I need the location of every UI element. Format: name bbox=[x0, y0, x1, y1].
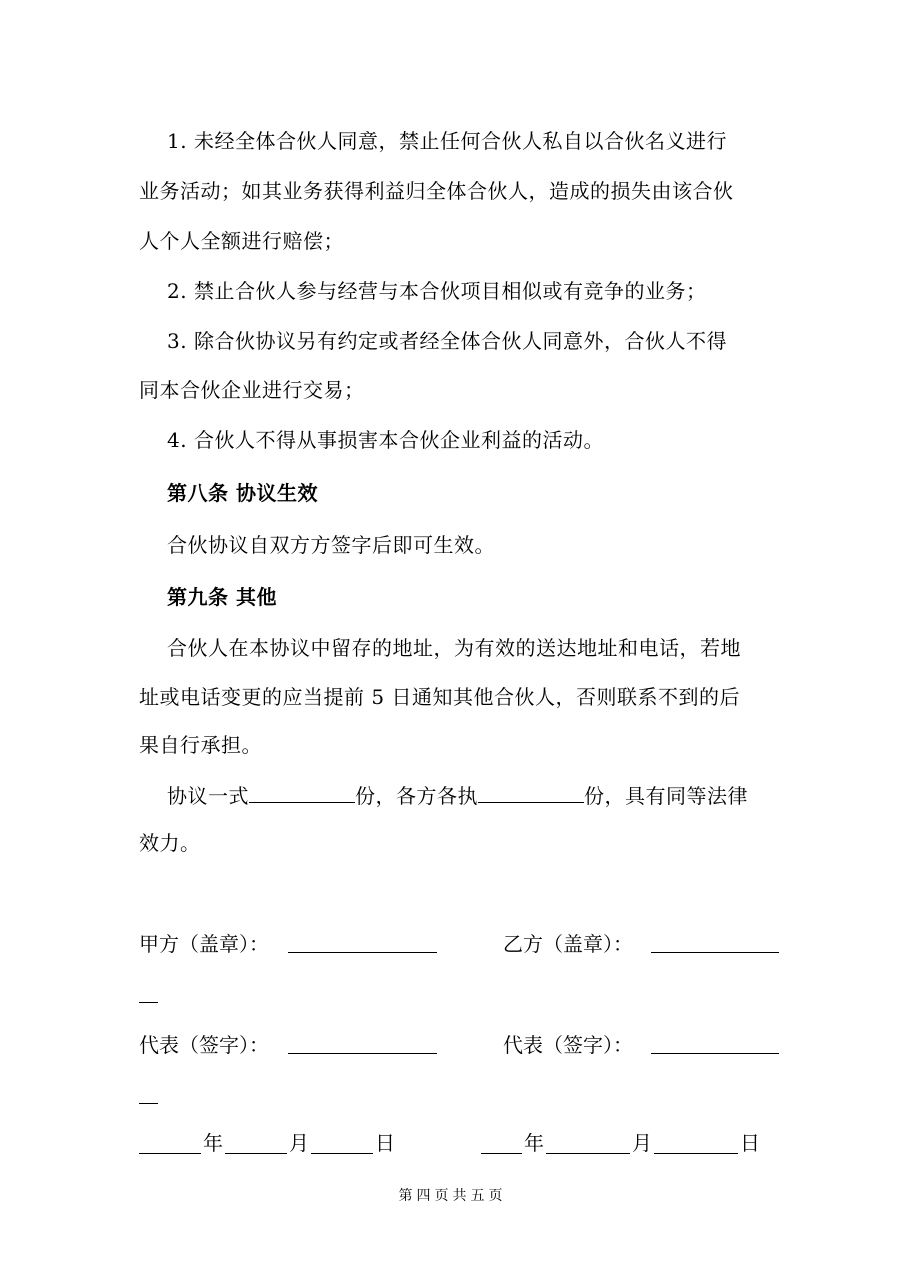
party-a-rep-label: 代表（签字）： bbox=[139, 1033, 269, 1057]
party-b-day-blank[interactable] bbox=[654, 1133, 738, 1154]
copies-prefix: 协议一式 bbox=[167, 784, 249, 808]
party-b-seal-blank-wrap bbox=[139, 982, 158, 1003]
party-a-month-label: 月 bbox=[289, 1131, 309, 1155]
party-b-month-blank[interactable] bbox=[546, 1133, 630, 1154]
copies-each-blank[interactable] bbox=[478, 782, 584, 803]
party-b-rep-label: 代表（签字）： bbox=[503, 1033, 633, 1057]
party-a-year-blank[interactable] bbox=[139, 1133, 201, 1154]
article-8-heading: 第八条 协议生效 bbox=[167, 481, 318, 505]
party-b-seal-blank[interactable] bbox=[651, 932, 779, 953]
page-footer: 第四页共五页 bbox=[398, 1188, 507, 1204]
clause-3-line-2: 同本合伙企业进行交易； bbox=[139, 378, 365, 402]
party-b-rep-blank-wrap bbox=[139, 1083, 158, 1104]
copies-suffix: 份，具有同等法律 bbox=[584, 784, 748, 808]
article-8-body: 合伙协议自双方方签字后即可生效。 bbox=[167, 533, 495, 557]
copies-line bbox=[167, 782, 748, 809]
clause-2: 2. 禁止合伙人参与经营与本合伙项目相似或有竞争的业务； bbox=[167, 279, 707, 303]
party-a-day-label: 日 bbox=[375, 1131, 395, 1155]
party-a-rep-blank[interactable] bbox=[288, 1033, 437, 1054]
party-b-rep-blank[interactable] bbox=[651, 1033, 779, 1054]
party-b-month-label: 月 bbox=[632, 1131, 652, 1155]
article-9-line-5: 效力。 bbox=[139, 831, 201, 855]
article-9-heading: 第九条 其他 bbox=[167, 585, 277, 609]
party-a-year-label: 年 bbox=[203, 1131, 223, 1155]
party-b-year-label: 年 bbox=[524, 1131, 544, 1155]
party-b-day-label: 日 bbox=[740, 1131, 760, 1155]
clause-3-line-1: 3. 除合伙协议另有约定或者经全体合伙人同意外，合伙人不得 bbox=[167, 329, 727, 353]
clause-1-line-1: 1. 未经全体合伙人同意，禁止任何合伙人私自以合伙名义进行 bbox=[167, 129, 727, 153]
clause-1-line-2: 业务活动；如其业务获得利益归全体合伙人，造成的损失由该合伙 bbox=[139, 179, 734, 203]
article-9-line-2: 址或电话变更的应当提前 5 日通知其他合伙人，否则联系不到的后 bbox=[139, 685, 740, 709]
party-b-seal-label: 乙方（盖章）： bbox=[503, 932, 633, 956]
clause-1-line-3: 人个人全额进行赔偿； bbox=[139, 229, 344, 253]
party-a-month-blank[interactable] bbox=[225, 1133, 287, 1154]
copies-total-blank[interactable] bbox=[249, 782, 355, 803]
article-9-line-1: 合伙人在本协议中留存的地址，为有效的送达地址和电话，若地 bbox=[167, 636, 741, 660]
copies-mid: 份，各方各执 bbox=[355, 784, 478, 808]
article-9-line-3: 果自行承担。 bbox=[139, 733, 262, 757]
party-a-day-blank[interactable] bbox=[311, 1133, 373, 1154]
party-a-seal-blank[interactable] bbox=[288, 932, 437, 953]
clause-4: 4. 合伙人不得从事损害本合伙企业利益的活动。 bbox=[167, 428, 604, 452]
party-a-seal-label: 甲方（盖章）： bbox=[139, 932, 269, 956]
party-b-year-blank[interactable] bbox=[481, 1133, 522, 1154]
